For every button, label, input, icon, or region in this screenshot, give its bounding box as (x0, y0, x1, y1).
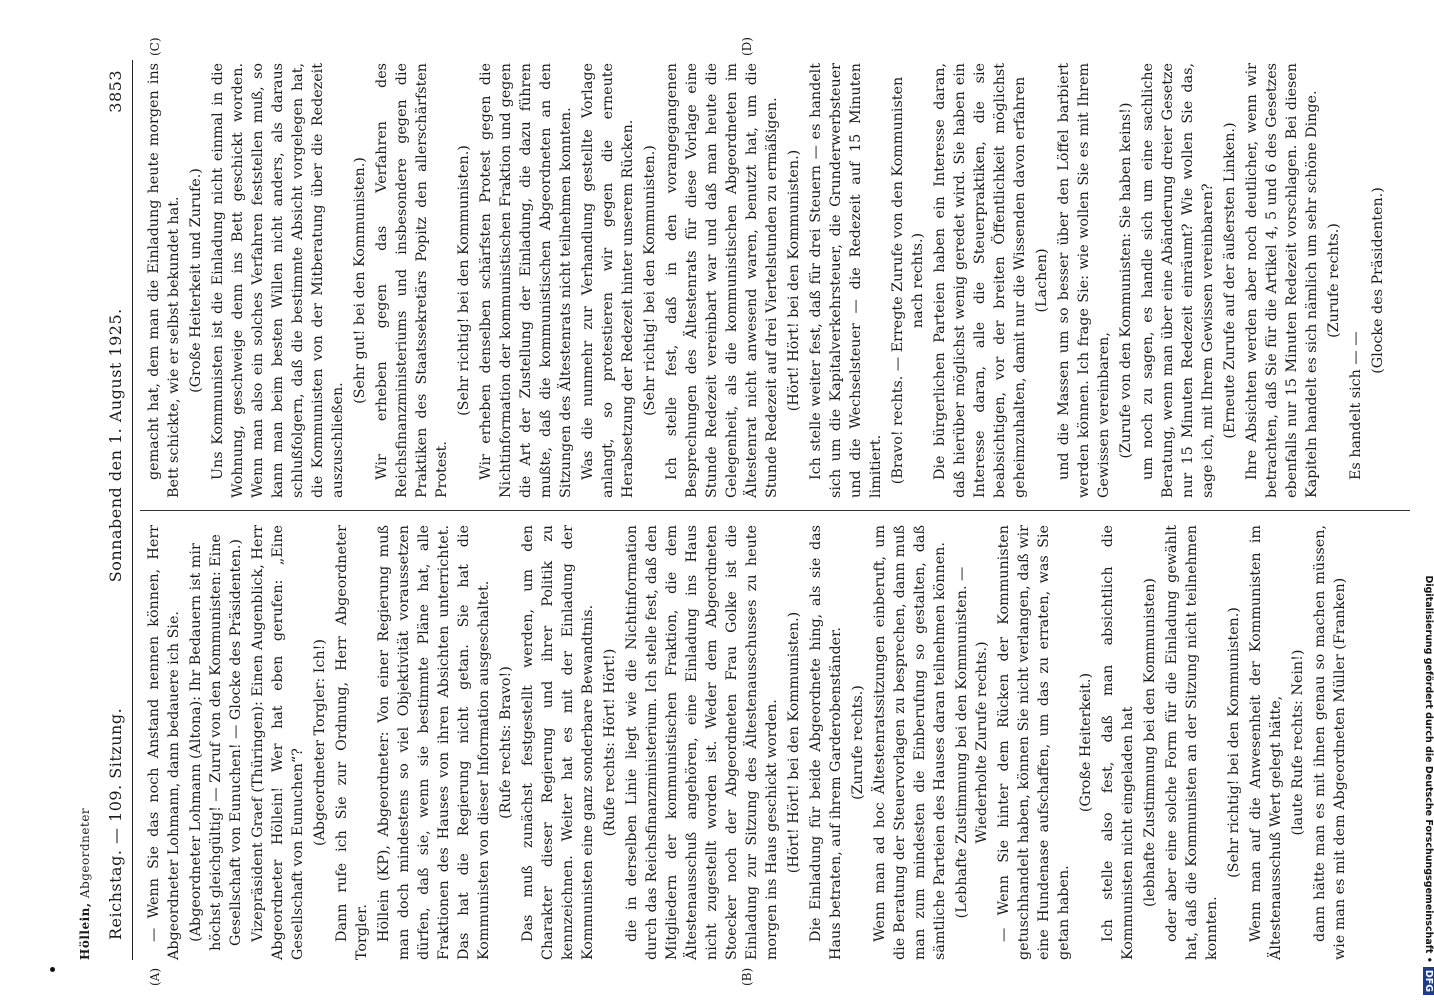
paragraph: Uns Kommunisten ist die Einladung nicht einmal in die Wohnung, geschweige denn ins Bett geschickt worden. Wenn man also ein solches Verfahren feststellen muß, so kann man beim besten Willen nicht anders, als daraus schlußfolgern, daß die bestimmte Absicht vorgelegen hat, die Kommunisten von der Mitberatung über die Redezeit auszuschließen. (210, 63, 346, 498)
header-left-title: Reichstag. — 109. Sitzung. (106, 707, 125, 940)
paragraph: (Zurufe rechts.) (1326, 223, 1342, 338)
page-number: 3853 (106, 70, 125, 113)
paragraph: und die Massen um so besser über den Löffel barbiert werden können. Ich frage Sie: wie wollen Sie es mit Ihrem Gewissen vereinbaren, (1056, 63, 1112, 498)
paragraph: um noch zu sagen, es handle sich um eine sachliche Beratung, wenn man über eine Abänderung dreier Gesetze nur 15 Minuten Redezeit einräumt? Wie wollen Sie das, sage ich, mit Ihrem Gewissen vereinbaren? (1140, 63, 1216, 498)
paragraph: Das muß zunächst festgestellt werden, um den Charakter dieser Regierung und ihrer Politik zu kennzeichnen. Weiter hat es mit der Einladung der Kommunisten eine ganz sonderbare Bewandtnis. (520, 525, 596, 960)
paragraph: — Wenn Sie das noch Anstand nennen können, Herr Abgeordneter Lohmann, dann bedauere ich Sie. (146, 525, 182, 960)
paragraph: Die bürgerlichen Parteien haben ein Interesse daran, daß hierüber möglichst wenig geredet wird. Sie haben ein Interesse daran, alle die Steuerpraktiken, die sie beabsichtigen, vor der breiten Öffentlichkeit möglichst geheimzuhalten, damit nur die Wissenden davon erfahren (932, 63, 1028, 498)
credit-text: Digitalisierung gefördert durch die Deutsche Forschungsgemeinschaft • (1423, 575, 1434, 963)
paragraph: (Abgeordneter Lohmann (Altona): Ihr Bedauern ist mir höchst gleichgültig! — Zuruf von den Kommunisten: Eine Gesellschaft von Eunuchen! — Glocke des Präsidenten.) (188, 534, 244, 951)
speaker-name: Höllein, (78, 902, 92, 960)
paragraph: Es handelt sich — — (1348, 331, 1364, 480)
margin-marker-a: (A) (148, 967, 162, 986)
margin-marker-c: (C) (148, 37, 162, 56)
paragraph: oder aber eine solche Form für die Einladung gewählt hat, daß die Kommunisten an der Sitzung nicht teilnehmen konnten. (1164, 525, 1220, 960)
paragraph: Dann rufe ich Sie zur Ordnung, Herr Abgeordneter Torgler. (334, 525, 370, 960)
paragraph: (Rufe rechts: Bravo!) (498, 666, 514, 819)
margin-marker-b: (B) (740, 967, 754, 986)
paragraph: (Sehr richtig! bei den Kommunisten.) (642, 145, 658, 416)
paragraph: Wenn man auf die Anwesenheit der Kommunisten im Ältestenausschuß Wert gelegt hätte, (1248, 525, 1284, 960)
paragraph: (Abgeordneter Torgler: Ich!) (312, 639, 328, 846)
paragraph: Höllein (KP), Abgeordneter: Von einer Regierung muß man doch mindestens so viel Objektivität voraussetzen dürfen, daß sie, wenn sie bestimmte Pläne hat, alle Fraktionen des Hauses von ihren Absichten unterrichtet. Das hat die Regierung nicht getan. Sie hat die Kommunisten von dieser Information ausgeschaltet. (376, 525, 492, 960)
speaker-role: Abgeordneter (78, 807, 92, 899)
speaker-running-head (78, 808, 92, 960)
paragraph: (Hört! Hört! bei den Kommunisten.) (786, 149, 802, 412)
paragraph: dann hätte man es mit ihnen genau so machen müssen, wie man es mit dem Abgeordneten Müller (Franken) (1312, 525, 1348, 960)
column-divider (140, 510, 1410, 511)
paragraph: (Große Heiterkeit und Zurufe.) (188, 168, 204, 393)
margin-marker-d: (D) (740, 37, 754, 56)
paragraph: (Bravo! rechts. — Erregte Zurufe von den Kommunisten nach rechts.) (890, 76, 926, 485)
paragraph: Vizepräsident Graef (Thüringen): Einen Augenblick, Herr Abgeordneter Höllein! Wer hat eben gerufen: „Eine Gesellschaft von Eunuchen“? (250, 525, 306, 960)
header-right-title (106, 70, 125, 582)
paragraph: Wenn man ad hoc Ältestenratssitzungen einberuft, um die Beratung der Steuervorlagen zu besprechen, dann muß man zum mindesten die Einberufung so gestalten, daß sämtliche Parteien des Hauses daran teilnehmen können. (872, 525, 948, 960)
paragraph: (Lebhafte Zustimmung bei den Kommunisten. — Wiederholte Zurufe rechts.) (954, 566, 990, 919)
paragraph: (lebhafte Zustimmung bei den Kommunisten) (1142, 578, 1158, 907)
paragraph: (Lachen) (1034, 248, 1050, 313)
paragraph: (Sehr richtig! bei den Kommunisten.) (456, 145, 472, 416)
paragraph: Ihre Absichten werden aber noch deutlicher, wenn wir betrachten, daß Sie für die Artikel 4, 5 und 6 des Gesetzes ebenfalls nur 15 Minuten Redezeit vorschlagen. Bei diesen Kapiteln handelt es sich nämlich um sehr schöne Dinge. (1244, 63, 1320, 498)
paragraph: (Hört! Hört! bei den Kommunisten.) (786, 611, 802, 874)
paragraph: (laute Rufe rechts: Nein!) (1290, 649, 1306, 836)
document-page (78, 37, 1430, 986)
paragraph: gemacht hat, dem man die Einladung heute morgen ins Bett schickte, wie er selbst bekundet hat. (146, 63, 182, 498)
paragraph: Wir erheben gegen das Verfahren des Reichsfinanzministeriums und insbesondere gegen die Praktiken des Staatssekretärs Popitz den allerschärfsten Protest. (374, 63, 450, 498)
header-date: Sonnabend den 1. August 1925. (106, 308, 125, 583)
paragraph: (Große Heiterkeit.) (1078, 672, 1094, 813)
paragraph: (Sehr richtig! bei den Kommunisten.) (1226, 607, 1242, 878)
paragraph: (Glocke des Präsidenten.) (1370, 187, 1386, 374)
paragraph: Was die nunmehr zur Verhandlung gestellte Vorlage anlangt, so protestieren wir gegen die erneute Herabsetzung der Redezeit hinter unserem Rücken. (580, 63, 636, 498)
paragraph: (Rufe rechts: Hört! Hört!) (602, 648, 618, 837)
paragraph: (Zurufe rechts.) (850, 685, 866, 800)
paragraph: Ich stelle fest, daß in den vorangegangenen Besprechungen des Ältestenrats für diese Vorlage eine Stunde Redezeit vereinbart war und daß man heute die Gelegenheit, als die kommunistischen Abgeordneten im Ältestenrat nicht anwesend waren, benutzt hat, um die Stunde Redezeit auf drei Viertelstunden zu ermäßigen. (664, 63, 780, 498)
digitization-credit (1416, 5, 1434, 995)
paragraph: Ich stelle weiter fest, daß für drei Steuern — es handelt sich um die Kapitalverkehrsteuer, die Grunderwerbsteuer und die Wechselsteuer — die Redezeit auf 15 Minuten limitiert. (808, 63, 884, 498)
paragraph: — Wenn Sie hinter dem Rücken der Kommunisten getuschhandelt haben, können Sie nicht verlangen, daß wir eine Hundenase aufschaffen, um das zu erraten, was Sie getan haben. (996, 525, 1072, 960)
dfg-logo: DFG (1423, 967, 1434, 995)
right-column (144, 63, 1390, 498)
paragraph: die in derselben Linie liegt wie die Nichtinformation durch das Reichsfinanzministerium. Ich stelle fest, daß den Mitgliedern der kommunistischen Fraktion, die dem Ältestenausschuß angehören, eine Einladung ins Haus nicht zugestellt worden ist. Weder dem Abgeordneten Stoecker noch der Abgeordneten Frau Golke ist die Einladung zur Sitzung des Ältestenausschusses zu heute morgen ins Haus geschickt worden. (624, 525, 780, 960)
paragraph: Die Einladung für beide Abgeordnete hing, als sie das Haus betraten, auf ihrem Garderobenständer. (808, 525, 844, 960)
paragraph: Wir erheben denselben schärfsten Protest gegen die Nichtinformation der kommunistischen Fraktion und gegen die Art der Zustellung der Einladung, die dazu führen mußte, daß die kommunistischen Abgeordneten an den Sitzungen des Ältestenrats nicht teilnehmen konnten. (478, 63, 574, 498)
paragraph: (Erneute Zurufe auf der äußersten Linken.) (1222, 122, 1238, 439)
ink-dot (50, 967, 55, 972)
page-header (78, 60, 133, 960)
paragraph: (Zurufe von den Kommunisten: Sie haben keins!) (1118, 102, 1134, 459)
left-column (144, 525, 1352, 960)
paragraph: Ich stelle also fest, daß man absichtlich die Kommunisten nicht eingeladen hat (1100, 525, 1136, 960)
paragraph: (Sehr gut! bei den Kommunisten.) (352, 157, 368, 404)
